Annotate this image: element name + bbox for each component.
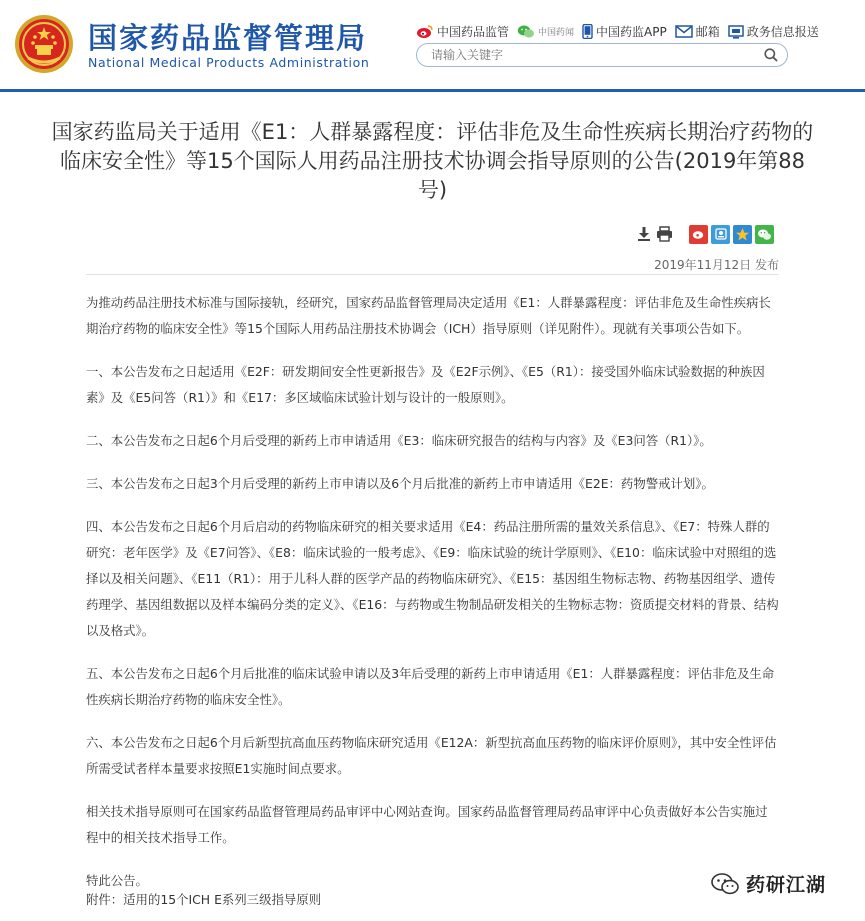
mail-icon <box>675 25 693 38</box>
link-mail[interactable] <box>675 23 720 40</box>
paragraph-4: 四、本公告发布之日起6个月后启动的药物临床研究的相关要求适用《E4：药品注册所需的量效关系信息》、《E7：特殊人群的研究：老年医学》及《E7问答》、《E8：临床试验的一般考虑》、《E9：临床试验的统计学原则》、《E10：临床试验中对照组的选择以及相关问题》、《E11（R1）：用于儿科人群的医学产品的药物临床研究》、《E15：基因组生物标志物、药物基因组学、遗传药理学、基因组数据以及样本编码分类的定义》、《E16：与药物或生物制品研发相关的生物标志物：资质提交材料的背景、结构以及格式》。 <box>86 519 779 638</box>
header-divider <box>0 89 865 92</box>
download-button[interactable] <box>634 224 654 244</box>
link-report-label: 政务信息报送 <box>746 25 819 39</box>
share-favorite-button[interactable] <box>733 225 752 244</box>
link-weibo-label: 中国药品监管 <box>437 25 510 39</box>
paragraph-guidance: 相关技术指导原则可在国家药品监督管理局药品审评中心网站查询。国家药品监督管理局药品审评中心负责做好本公告实施过程中的相关技术指导工作。 <box>86 804 768 845</box>
article-title: 国家药监局关于适用《E1：人群暴露程度：评估非危及生命性疾病长期治疗药物的临床安全性》等15个国际人用药品注册技术协调会指导原则的公告(2019年第88号) <box>51 120 814 202</box>
watermark-text: 药研江湖 <box>746 874 827 896</box>
wechat-icon <box>517 24 535 39</box>
weibo-icon <box>416 24 434 39</box>
link-app-label: 中国药监APP <box>596 25 667 39</box>
paragraph-3: 三、本公告发布之日起3个月后受理的新药上市申请以及6个月后批准的新药上市申请适用《E2E：药物警戒计划》。 <box>86 476 714 491</box>
top-links <box>416 23 819 40</box>
star-icon <box>735 227 750 242</box>
share-weibo-button[interactable] <box>689 225 708 244</box>
paragraph-intro: 为推动药品注册技术标准与国际接轨，经研究，国家药品监督管理局决定适用《E1：人群暴露程度：评估非危及生命性疾病长期治疗药物的临床安全性》等15个国际人用药品注册技术协调会（ICH）指导原则（详见附件）。现就有关事项公告如下。 <box>86 295 771 336</box>
national-emblem-icon[interactable] <box>14 14 74 74</box>
link-weibo[interactable] <box>416 23 509 40</box>
date-divider <box>86 274 779 275</box>
site-header <box>0 0 865 92</box>
link-wechat-label: 中国药闻 <box>538 28 575 38</box>
paragraph-2: 二、本公告发布之日起6个月后受理的新药上市申请适用《E3：临床研究报告的结构与内容》及《E3问答（R1）》。 <box>86 433 712 448</box>
publish-date: 2019年11月12日 发布 <box>654 258 779 272</box>
share-qzone-button[interactable] <box>711 225 730 244</box>
link-app[interactable] <box>582 23 667 40</box>
article-body <box>86 290 779 911</box>
info-report-icon <box>728 25 744 39</box>
qzone-share-icon <box>714 227 728 241</box>
print-icon <box>656 226 673 242</box>
mobile-phone-icon <box>582 24 593 39</box>
site-name-cn: 国家药品监督管理局 <box>88 21 368 55</box>
paragraph-6: 六、本公告发布之日起6个月后新型抗高血压药物临床研究适用《E12A：新型抗高血压药物的临床评价原则》，其中安全性评估所需受试者样本量要求按照E1实施时间点要求。 <box>86 735 777 776</box>
search-box <box>416 43 788 67</box>
link-mail-label: 邮箱 <box>695 25 720 39</box>
attachment-link[interactable]: 附件：适用的15个ICH E系列三级指导原则 <box>86 892 322 907</box>
link-wechat[interactable] <box>517 24 574 39</box>
paragraph-closing: 特此公告。 <box>86 873 148 888</box>
site-name-en: National Medical Products Administration <box>88 55 370 70</box>
paragraph-5: 五、本公告发布之日起6个月后批准的临床试验申请以及3年后受理的新药上市申请适用《E1：人群暴露程度：评估非危及生命性疾病长期治疗药物的临床安全性》。 <box>86 666 775 707</box>
print-button[interactable] <box>654 224 674 244</box>
paragraph-1: 一、本公告发布之日起适用《E2F：研发期间安全性更新报告》及《E2F示例》、《E5（R1）：接受国外临床试验数据的种族因素》及《E5问答（R1）》和《E17：多区域临床试验计划与设计的一般原则》。 <box>86 364 765 405</box>
share-wechat-button[interactable] <box>755 225 774 244</box>
weibo-share-icon <box>692 228 706 240</box>
watermark <box>710 870 826 897</box>
search-icon[interactable] <box>763 47 779 63</box>
search-input[interactable] <box>431 47 751 63</box>
download-icon <box>637 226 651 242</box>
wechat-share-icon <box>757 228 772 241</box>
wechat-logo-icon <box>710 872 740 896</box>
article-toolbar <box>634 224 774 244</box>
link-report[interactable] <box>728 23 819 40</box>
